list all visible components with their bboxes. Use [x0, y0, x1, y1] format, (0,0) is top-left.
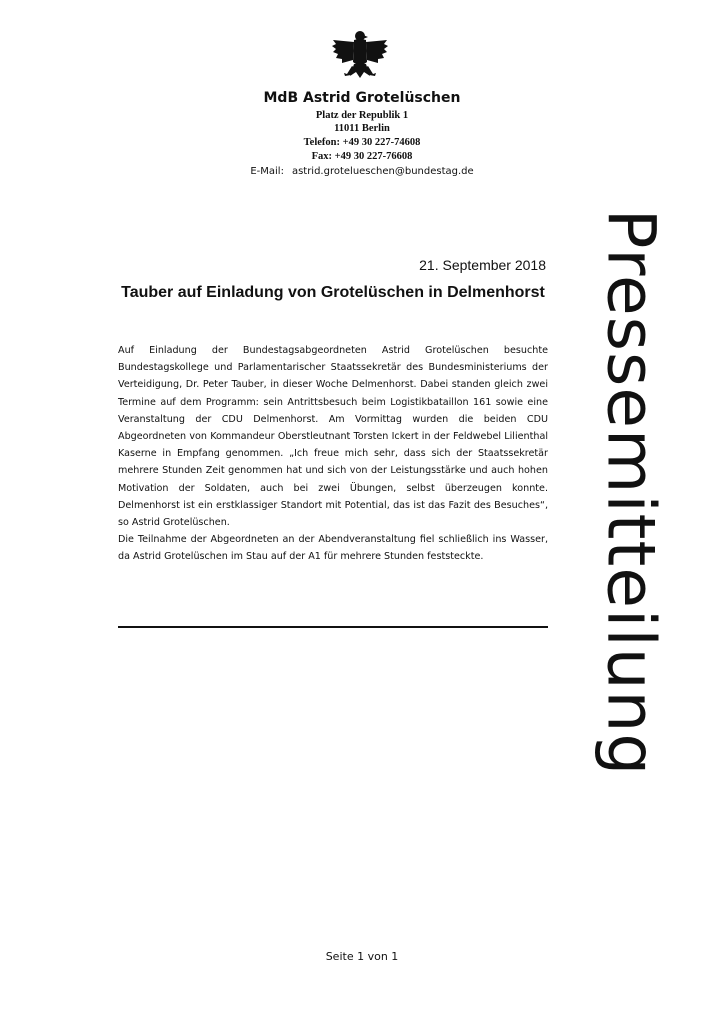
divider-line [118, 626, 548, 628]
address-street: Platz der Republik 1 [315, 110, 409, 121]
side-title: Pressemitteilung [592, 208, 670, 776]
address-city: 11011 Berlin [334, 123, 390, 134]
body-paragraph-2: Die Teilnahme der Abgeordneten an der Abendveranstaltung fiel schließlich ins Wasser, da Astrid Grotelüschen im Stau auf der A1 für mehrere Stunden feststeckte. [118, 534, 548, 563]
email-address[interactable]: astrid.grotelueschen@bundestag.de [291, 166, 474, 177]
press-body [118, 342, 548, 566]
page-footer: Seite 1 von 1 [325, 950, 399, 963]
email-label: E-Mail: [250, 166, 284, 177]
side-title-container [586, 112, 676, 872]
body-paragraph-1: Auf Einladung der Bundestagsabgeordneten Astrid Grotelüschen besuchte Bundestagskollege und Parlamentarischer Staatssekretär des Bundesministeriums der Verteidigung, Dr. Peter Tauber, in dieser Woche Delmenhorst. Dabei standen gleich zwei Termine auf dem Programm: sein Antrittsbesuch beim Logistikbataillon 161 sowie eine Veranstaltung der CDU Delmenhorst. Am Vormittag wurden die beiden CDU Abgeordneten von Kommandeur Oberstleutnant Torsten Ickert in der Feldwebel Lilienthal Kaserne in Empfang genommen. „Ich freue mich sehr, dass sich der Staatssekretär mehrere Stunden Zeit genommen hat und sich von der Leistungsstärke und auch hohen Motivation der Soldaten, auch bei zwei Übungen, selbst überzeugen konnte. Delmenhorst ist ein erstklassiger Standort mit Potential, das ist das Fazit des Besuches“, so Astrid Grotelüschen. [118, 345, 548, 529]
fax-number: Fax: +49 30 227-76608 [311, 151, 413, 162]
sender-name: MdB Astrid Grotelüschen [263, 90, 461, 106]
phone-number: Telefon: +49 30 227-74608 [303, 137, 421, 148]
press-date: 21. September 2018 [419, 257, 546, 273]
press-headline: Tauber auf Einladung von Grotelüschen in Delmenhorst [121, 284, 545, 301]
bundesadler-icon [330, 28, 390, 84]
